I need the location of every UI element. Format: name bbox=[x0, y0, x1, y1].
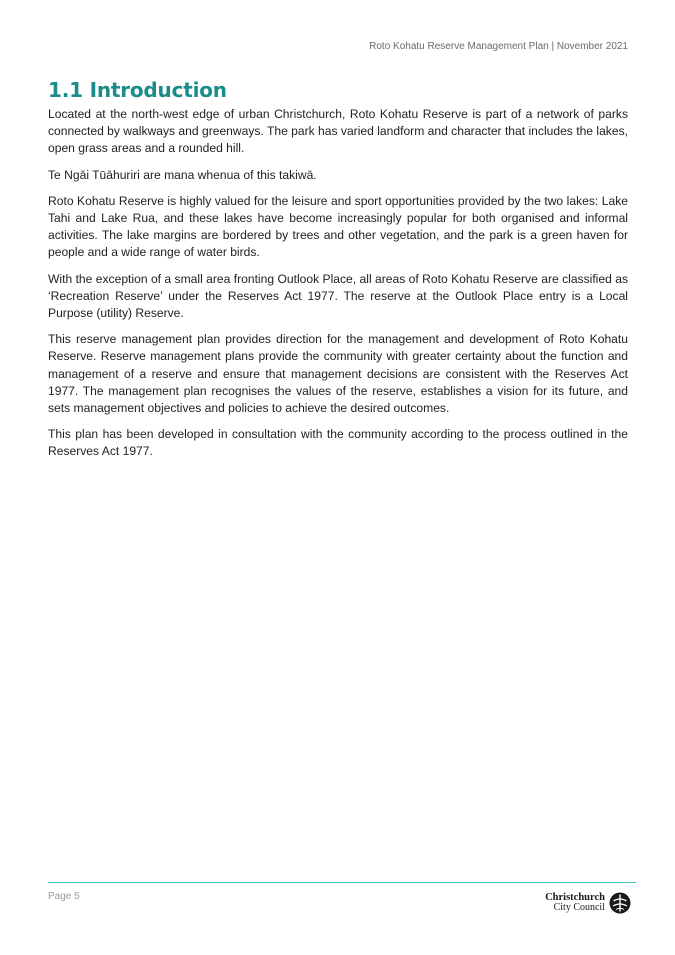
logo-line-2: City Council bbox=[553, 902, 605, 914]
paragraph-lakes: Roto Kohatu Reserve is highly valued for the leisure and sport opportunities provided by the two lakes: Lake Tahi and Lake Rua, and these lakes have become increasingly popular for both organised and informal activities. The lake margins are bordered by trees and other vegetation, and the park is a green haven for people and a wide range of water birds. bbox=[48, 193, 628, 260]
running-header: Roto Kohatu Reserve Management Plan | November 2021 bbox=[369, 41, 628, 52]
logo-wordmark bbox=[545, 893, 605, 914]
logo-line-1: Christchurch bbox=[545, 891, 605, 903]
christchurch-city-council-emblem-icon bbox=[609, 892, 631, 914]
page-number: Page 5 bbox=[48, 891, 80, 902]
council-logo bbox=[545, 892, 631, 914]
paragraph-consultation: This plan has been developed in consultation with the community according to the process outlined in the Reserves Act 1977. bbox=[48, 427, 628, 459]
section-title: 1.1 Introduction bbox=[48, 78, 227, 102]
body-text bbox=[48, 106, 628, 470]
paragraph-location: Located at the north-west edge of urban Christchurch, Roto Kohatu Reserve is part of a network of parks connected by walkways and greenways. The park has varied landform and character that includes the lakes, open grass areas and a rounded hill. bbox=[48, 107, 628, 156]
footer-rule bbox=[48, 882, 636, 883]
paragraph-mana-whenua: Te Ngāi Tūāhuriri are mana whenua of this takiwā. bbox=[48, 167, 317, 182]
paragraph-classification: With the exception of a small area fronting Outlook Place, all areas of Roto Kohatu Reserve are classified as ‘Recreation Reserve’ under the Reserves Act 1977. The reserve at the Outlook Place entry is a Local Purpose (utility) Reserve. bbox=[48, 271, 628, 321]
paragraph-plan-purpose: This reserve management plan provides direction for the management and development of Roto Kohatu Reserve. Reserve management plans provide the community with greater certainty about the function and management of a reserve and ensure that management decisions are consistent with the Reserves Act 1977. The management plan recognises the values of the reserve, establishes a vision for its future, and sets management objectives and policies to achieve the desired outcomes. bbox=[48, 332, 628, 416]
